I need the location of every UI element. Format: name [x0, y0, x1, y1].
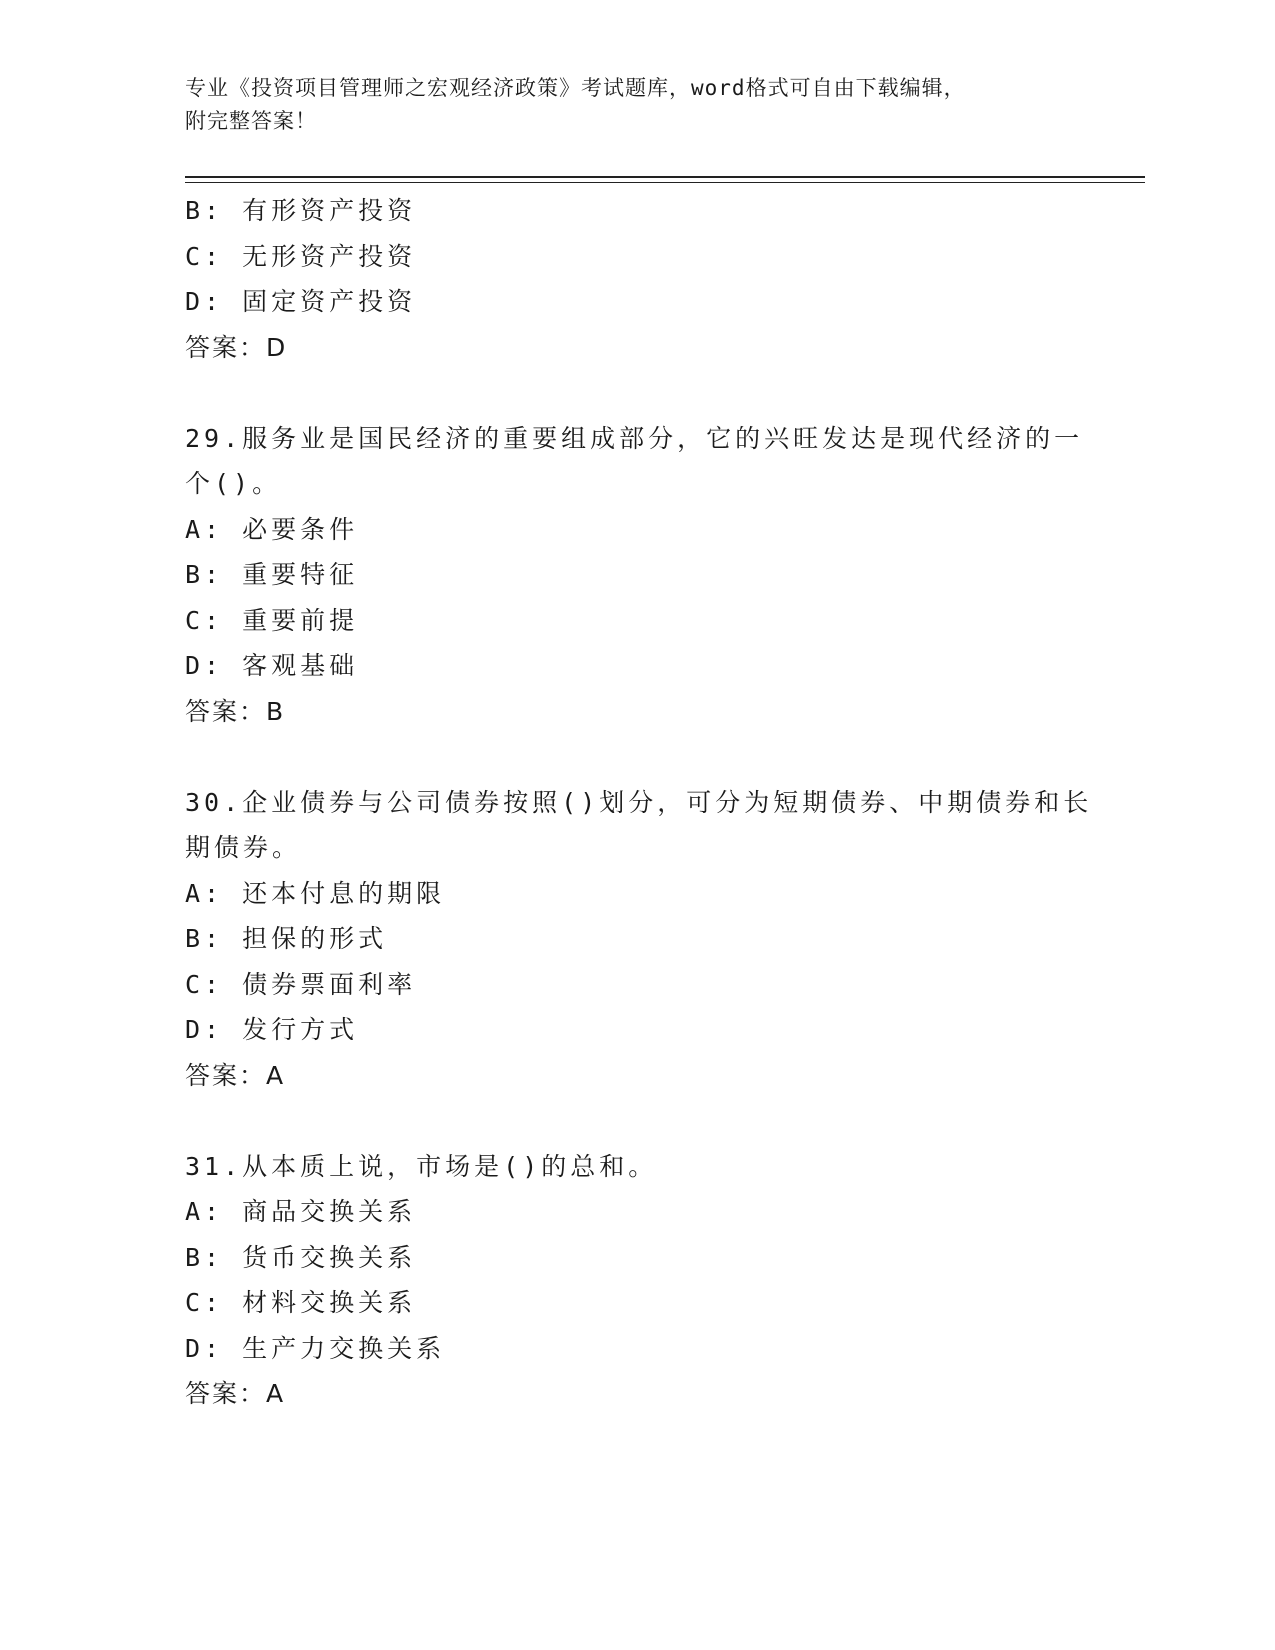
option-d: D: 固定资产投资 — [185, 287, 417, 316]
option-c: C: 重要前提 — [185, 605, 359, 635]
option-b: B: 担保的形式 — [185, 924, 388, 953]
option-a: A: 商品交换关系 — [185, 1197, 417, 1226]
question-29 — [185, 416, 1085, 735]
question-28-continuation — [185, 188, 1085, 370]
question-text: 31.从本质上说，市场是()的总和。 — [185, 1151, 658, 1181]
option-b: B: 货币交换关系 — [185, 1242, 417, 1272]
answer: 答案：A — [185, 1060, 286, 1090]
header-divider-thin — [185, 182, 1145, 183]
answer: 答案：B — [185, 696, 286, 726]
question-list — [185, 188, 1093, 1417]
option-b: B: 有形资产投资 — [185, 196, 417, 225]
option-c: C: 材料交换关系 — [185, 1288, 417, 1317]
option-d: D: 客观基础 — [185, 651, 359, 680]
question-30 — [185, 780, 1093, 1099]
header-line-1: 专业《投资项目管理师之宏观经济政策》考试题库，word格式可自由下载编辑， — [185, 76, 966, 100]
option-b: B: 重要特征 — [185, 560, 359, 589]
header-divider-thick — [185, 176, 1145, 178]
spacer — [185, 734, 1085, 780]
header-line-2: 附完整答案！ — [185, 109, 317, 133]
option-d: D: 生产力交换关系 — [185, 1333, 446, 1363]
spacer — [185, 370, 1085, 416]
answer: 答案：A — [185, 1379, 286, 1408]
option-a: A: 还本付息的期限 — [185, 878, 446, 908]
question-31 — [185, 1144, 1085, 1417]
option-a: A: 必要条件 — [185, 514, 359, 544]
question-text-cont: 个()。 — [185, 469, 282, 498]
question-text: 29.服务业是国民经济的重要组成部分，它的兴旺发达是现代经济的一 — [185, 423, 1084, 453]
option-d: D: 发行方式 — [185, 1015, 359, 1044]
document-header — [185, 72, 1065, 138]
option-c: C: 无形资产投资 — [185, 241, 417, 271]
question-text: 30.企业债券与公司债券按照()划分，可分为短期债券、中期债券和长 — [185, 787, 1093, 817]
answer: 答案：D — [185, 332, 288, 362]
option-c: C: 债券票面利率 — [185, 969, 417, 999]
spacer — [185, 1098, 1085, 1144]
question-text-cont: 期债券。 — [185, 833, 302, 862]
